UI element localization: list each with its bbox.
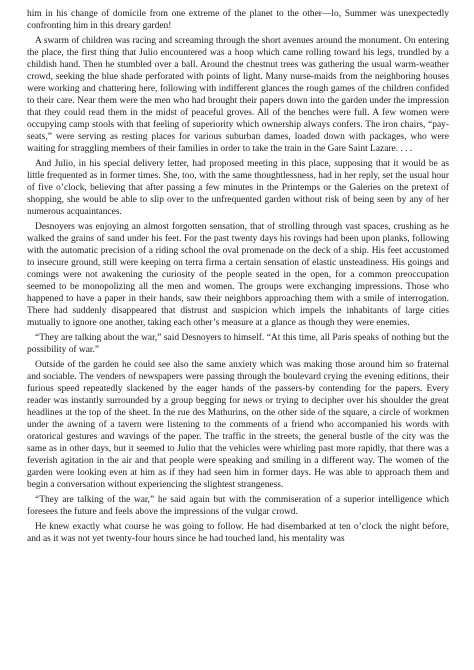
paragraph-4: Desnoyers was enjoying an almost forgotten sensation, that of strolling through vast spaces, crushing as he walked the grains of sand under his feet. For the past twenty days his rovings had been upon planks, following with the automatic precision of a riding school the oval promenade on the deck of a ship. His feet accustomed to insecure ground, still were keeping on terra firma a certain sensation of elastic unsteadiness. His goings and comings were not awakening the curiosity of the people seated in the open, for a common preoccupation seemed to be monopolizing all the men and women. The groups were exchanging impressions. Those who happened to have a paper in their hands, saw their neighbors approaching them with a smile of interrogation. There had suddenly disappeared that distrust and suspicion which impels the inhabitants of large cities mutually to ignore one another, taking each other’s measure at a glance as though they were enemies. xyxy=(27,222,449,328)
paragraph-7: “They are talking of the war,” he said again but with the commiseration of a superior intelligence which foresees the future and feels above the impressions of the vulgar crowd. xyxy=(27,495,449,517)
paragraph-8: He knew exactly what course he was going to follow. He had disembarked at ten o’clock the night before, and as it was not yet twenty-four hours since he had touched land, his mentality was xyxy=(27,522,449,544)
paragraph-2: A swarm of children was racing and screaming through the short avenues around the monument. On entering the place, the first thing that Julio encountered was a hoop which came rolling toward his legs, trundled by a childish hand. Then he stumbled over a ball. Around the chestnut trees was gathering the usual warm-weather crowd, seeking the blue shade perforated with points of light. Many nurse-maids from the neighboring houses were working and chattering here, following with indifferent glances the rough games of the children confided to their care. Near them were the men who had brought their papers down into the garden under the impression that they could read them in the midst of peaceful groves. All of the benches were full. A few women were occupying camp stools with that feeling of superiority which ownership always confers. The iron chairs, “pay-seats,” were serving as resting places for various suburban dames, loaded down with packages, who were waiting for straggling members of their families in order to take the train in the Gare Saint Lazare. . . . xyxy=(27,36,449,154)
paragraph-1: him in his change of domicile from one extreme of the planet to the other—lo, Summer was unexpectedly confronting him in this dreary garden! xyxy=(27,9,449,31)
paragraph-5: “They are talking about the war,” said Desnoyers to himself. “At this time, all Paris speaks of nothing but the possibility of war.” xyxy=(27,333,449,355)
paragraph-3: And Julio, in his special delivery letter, had proposed meeting in this place, supposing that it would be as little frequented as in former times. She, too, with the same thoughtlessness, had in her reply, set the usual hour of five o’clock, believing that after passing a few minutes in the Printemps or the Galeries on the pretext of shopping, she would be able to slip over to the unfrequented garden without risk of being seen by any of her numerous acquaintances. xyxy=(27,159,449,217)
book-page xyxy=(27,8,449,548)
paragraph-6: Outside of the garden he could see also the same anxiety which was making those around him so fraternal and sociable. The venders of newspapers were passing through the boulevard crying the evening editions, their furious speed repeatedly slackened by the eager hands of the passers-by contending for the papers. Every reader was instantly surrounded by a group begging for news or trying to decipher over his shoulder the great headlines at the top of the sheet. In the rue des Mathurins, on the other side of the square, a circle of workmen under the awning of a tavern were listening to the comments of a friend who accompanied his words with oratorical gestures and wavings of the paper. The traffic in the streets, the general bustle of the city was the same as in other days, but it seemed to Julio that the vehicles were whirling past more rapidly, that there was a feverish agitation in the air and that people were speaking and smiling in a different way. The women of the garden were looking even at him as if they had seen him in former days. He was able to approach them and begin a conversation without experiencing the slightest strangeness. xyxy=(27,360,449,490)
